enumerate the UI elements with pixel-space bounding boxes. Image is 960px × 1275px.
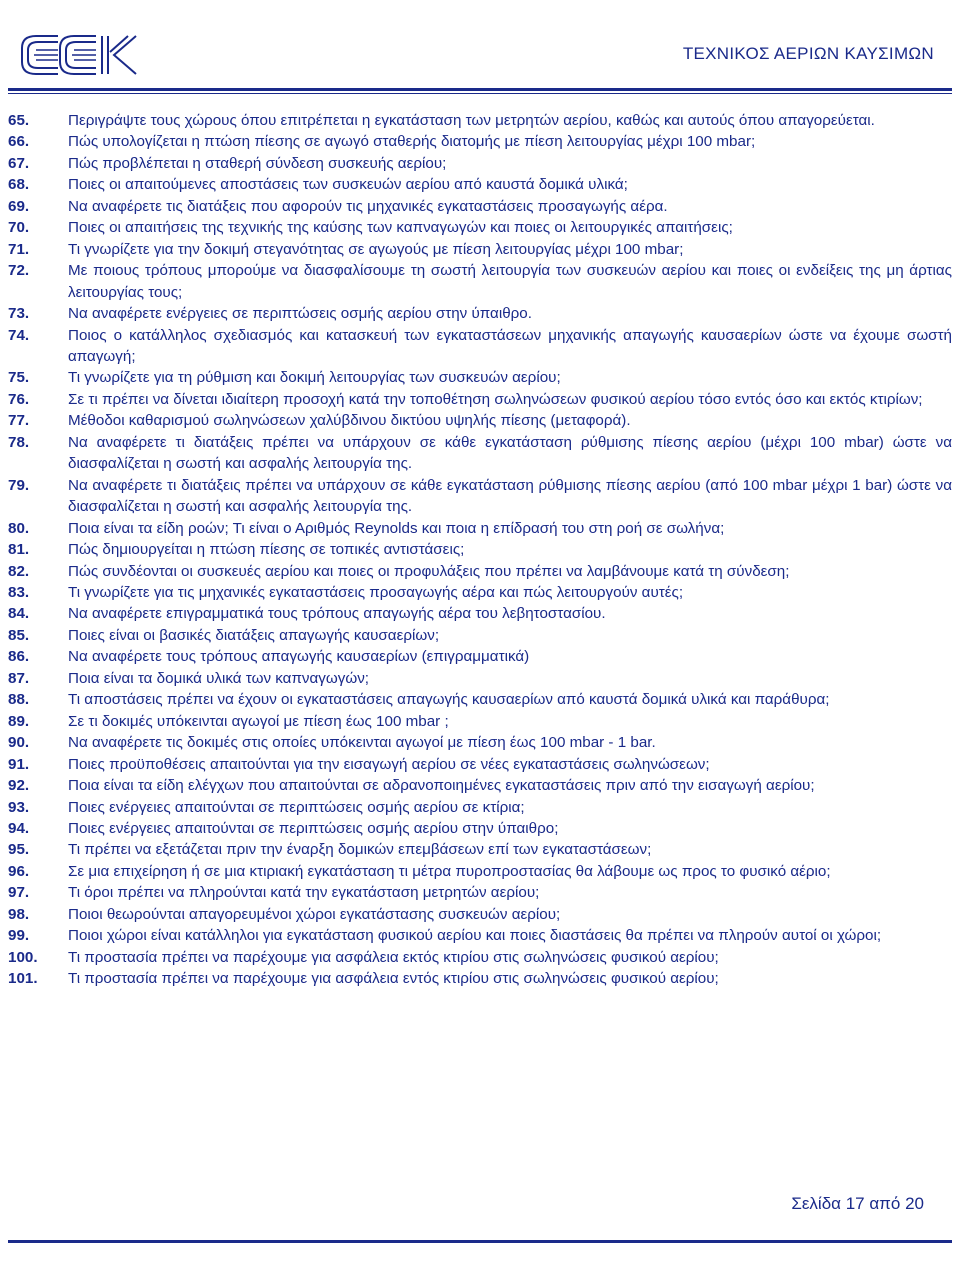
question-item	[8, 882, 952, 903]
question-text: Να αναφέρετε επιγραμματικά τους τρόπους απαγωγής αέρα του λεβητοστασίου.	[68, 605, 606, 623]
question-item	[8, 303, 952, 324]
question-number: 89.	[8, 712, 30, 730]
page-number: Σελίδα 17 από 20	[791, 1194, 924, 1213]
question-number: 80.	[8, 519, 30, 537]
question-text: Σε μια επιχείρηση ή σε μια κτιριακή εγκατάσταση τι μέτρα πυροπροστασίας θα λάβουμε ως προς το φυσικό αέριο;	[68, 862, 831, 880]
question-item	[8, 432, 952, 475]
question-text: Σε τι πρέπει να δίνεται ιδιαίτερη προσοχή κατά την τοποθέτηση σωληνώσεων φυσικού αερίου τόσο εντός όσο και εκτός κτιρίων;	[68, 390, 923, 408]
question-list	[8, 110, 952, 990]
question-item	[8, 131, 952, 152]
header-divider	[8, 88, 952, 91]
question-item	[8, 947, 952, 968]
question-item	[8, 711, 952, 732]
question-item	[8, 260, 952, 303]
question-number: 91.	[8, 755, 30, 773]
question-number: 71.	[8, 240, 30, 258]
question-text: Ποιοι χώροι είναι κατάλληλοι για εγκατάσταση φυσικού αερίου και ποιες διαστάσεις θα πρέπει να πληρούν αυτοί οι χώροι;	[68, 927, 882, 945]
footer-divider	[8, 1240, 952, 1243]
question-item	[8, 689, 952, 710]
question-text: Τι γνωρίζετε για τις μηχανικές εγκαταστάσεις προσαγωγής αέρα και πώς λειτουργούν αυτές;	[68, 583, 684, 601]
question-number: 79.	[8, 476, 30, 494]
question-text: Τι προστασία πρέπει να παρέχουμε για ασφάλεια εντός κτιρίου στις σωληνώσεις φυσικού αερίου;	[68, 970, 719, 988]
question-number: 69.	[8, 197, 30, 215]
question-text: Ποιες οι απαιτούμενες αποστάσεις των συσκευών αερίου από καυστά δομικά υλικά;	[68, 176, 628, 194]
question-item	[8, 561, 952, 582]
question-text: Ποιες είναι οι βασικές διατάξεις απαγωγής καυσαερίων;	[68, 626, 440, 644]
question-text: Με ποιους τρόπους μπορούμε να διασφαλίσουμε τη σωστή λειτουργία των συσκευών αερίου και ποιες οι ενδείξεις της μη άρτιας λειτουργίας τους;	[68, 262, 952, 301]
question-text: Να αναφέρετε τις διατάξεις που αφορούν τις μηχανικές εγκαταστάσεις προσαγωγής αέρα.	[68, 197, 668, 215]
question-number: 74.	[8, 326, 30, 344]
question-item	[8, 475, 952, 518]
question-number: 70.	[8, 219, 30, 237]
question-text: Τι όροι πρέπει να πληρούνται κατά την εγκατάσταση μετρητών αερίου;	[68, 884, 540, 902]
sek-logo-icon	[18, 30, 143, 80]
question-item	[8, 754, 952, 775]
page-header	[0, 0, 960, 112]
question-number: 65.	[8, 112, 30, 129]
question-number: 67.	[8, 154, 30, 172]
question-item	[8, 518, 952, 539]
question-item	[8, 153, 952, 174]
question-item	[8, 904, 952, 925]
question-text: Να αναφέρετε τι διατάξεις πρέπει να υπάρχουν σε κάθε εγκατάσταση ρύθμισης πίεσης αερίου (μέχρι 100 mbar) ώστε να διασφαλίζεται η σωστή και ασφαλής λειτουργία της.	[68, 433, 952, 473]
question-number: 99.	[8, 927, 30, 945]
question-number: 78.	[8, 433, 30, 451]
question-number: 88.	[8, 691, 30, 709]
question-item	[8, 367, 952, 388]
question-text: Τι γνωρίζετε για τη ρύθμιση και δοκιμή λειτουργίας των συσκευών αερίου;	[68, 369, 561, 387]
question-number: 76.	[8, 390, 30, 408]
question-item	[8, 968, 952, 989]
question-text: Να αναφέρετε τι διατάξεις πρέπει να υπάρχουν σε κάθε εγκατάσταση ρύθμισης πίεσης αερίου (από 100 mbar μέχρι 1 bar) ώστε να διασφαλίζεται η σωστή και ασφαλής λειτουργία της.	[68, 476, 952, 516]
question-text: Μέθοδοι καθαρισμού σωληνώσεων χαλύβδινου δικτύου υψηλής πίεσης (μεταφορά).	[68, 412, 631, 430]
question-item	[8, 775, 952, 796]
question-text: Ποιες ενέργειες απαιτούνται σε περιπτώσεις οσμής αερίου σε κτίρια;	[68, 798, 525, 816]
question-item	[8, 174, 952, 195]
question-text: Ποια είναι τα είδη ροών; Τι είναι ο Αριθμός Reynolds και ποια η επίδρασή του στη ροή σε σωλήνα;	[68, 519, 725, 537]
question-number: 66.	[8, 133, 30, 151]
question-item	[8, 732, 952, 753]
question-item	[8, 861, 952, 882]
question-item	[8, 539, 952, 560]
question-item	[8, 410, 952, 431]
question-number: 73.	[8, 305, 30, 323]
question-text: Ποια είναι τα δομικά υλικά των καπναγωγών;	[68, 669, 370, 687]
question-number: 101.	[8, 970, 38, 988]
question-text: Ποιες ενέργειες απαιτούνται σε περιπτώσεις οσμής αερίου στην ύπαιθρο;	[68, 819, 559, 837]
question-number: 94.	[8, 819, 30, 837]
question-text: Σε τι δοκιμές υπόκεινται αγωγοί με πίεση έως 100 mbar ;	[68, 712, 449, 730]
question-item	[8, 389, 952, 410]
sek-logo	[18, 30, 143, 80]
question-number: 85.	[8, 626, 30, 644]
question-text: Ποιος ο κατάλληλος σχεδιασμός και κατασκευή των εγκαταστάσεων μηχανικής απαγωγής καυσαερίων ώστε να έχουμε σωστή απαγωγή;	[68, 326, 952, 365]
question-number: 93.	[8, 798, 30, 816]
question-item	[8, 925, 952, 946]
question-text: Πώς συνδέονται οι συσκευές αερίου και ποιες οι προφυλάξεις που πρέπει να λαμβάνουμε κατά τη σύνδεση;	[68, 562, 790, 580]
question-item	[8, 239, 952, 260]
question-item	[8, 818, 952, 839]
question-text: Τι προστασία πρέπει να παρέχουμε για ασφάλεια εκτός κτιρίου στις σωληνώσεις φυσικού αερίου;	[68, 948, 719, 966]
question-number: 100.	[8, 948, 38, 966]
question-text: Πώς υπολογίζεται η πτώση πίεσης σε αγωγό σταθερής διατομής με πίεση λειτουργίας μέχρι 100 mbar;	[68, 133, 756, 151]
header-divider-thin	[8, 93, 952, 94]
question-item	[8, 217, 952, 238]
question-item	[8, 839, 952, 860]
question-number: 92.	[8, 777, 30, 795]
question-item	[8, 582, 952, 603]
question-text: Να αναφέρετε τους τρόπους απαγωγής καυσαερίων (επιγραμματικά)	[68, 648, 530, 666]
question-item	[8, 668, 952, 689]
question-item	[8, 797, 952, 818]
question-item	[8, 110, 952, 131]
question-text: Τι γνωρίζετε για την δοκιμή στεγανότητας σε αγωγούς με πίεση λειτουργίας μέχρι 100 mbar;	[68, 240, 684, 258]
question-item	[8, 325, 952, 368]
question-text: Να αναφέρετε ενέργειες σε περιπτώσεις οσμής αερίου στην ύπαιθρο.	[68, 305, 532, 323]
question-number: 68.	[8, 176, 30, 194]
question-number: 98.	[8, 905, 30, 923]
question-item	[8, 646, 952, 667]
question-text: Ποιες οι απαιτήσεις της τεχνικής της καύσης των καπναγωγών και ποιες οι λειτουργικές απαιτήσεις;	[68, 219, 733, 237]
question-number: 81.	[8, 541, 30, 559]
question-item	[8, 625, 952, 646]
question-text: Ποια είναι τα είδη ελέγχων που απαιτούνται σε αδρανοποιημένες εγκαταστάσεις πριν από την εισαγωγή αερίου;	[68, 777, 815, 795]
question-text: Ποιοι θεωρούνται απαγορευμένοι χώροι εγκατάστασης συσκευών αερίου;	[68, 905, 561, 923]
question-number: 96.	[8, 862, 30, 880]
question-text: Τι αποστάσεις πρέπει να έχουν οι εγκαταστάσεις απαγωγής καυσαερίων από καυστά δομικά υλικά και παράθυρα;	[68, 691, 830, 709]
question-number: 95.	[8, 841, 30, 859]
document-title: ΤΕΧΝΙΚΟΣ ΑΕΡΙΩΝ ΚΑΥΣΙΜΩΝ	[682, 44, 934, 63]
question-number: 75.	[8, 369, 30, 387]
question-text: Να αναφέρετε τις δοκιμές στις οποίες υπόκεινται αγωγοί με πίεση έως 100 mbar - 1 bar.	[68, 734, 656, 752]
question-number: 82.	[8, 562, 30, 580]
question-text: Ποιες προϋποθέσεις απαιτούνται για την εισαγωγή αερίου σε νέες εγκαταστάσεις σωληνώσεων;	[68, 755, 710, 773]
question-text: Περιγράψτε τους χώρους όπου επιτρέπεται η εγκατάσταση των μετρητών αερίου, καθώς και αυτούς όπου απαγορεύεται.	[68, 112, 875, 129]
question-item	[8, 603, 952, 624]
question-number: 83.	[8, 583, 30, 601]
question-number: 90.	[8, 734, 30, 752]
question-text: Πώς προβλέπεται η σταθερή σύνδεση συσκευής αερίου;	[68, 154, 447, 172]
question-number: 86.	[8, 648, 30, 666]
question-text: Τι πρέπει να εξετάζεται πριν την έναρξη δομικών επεμβάσεων επί των εγκαταστάσεων;	[68, 841, 652, 859]
question-item	[8, 196, 952, 217]
question-number: 87.	[8, 669, 30, 687]
question-number: 72.	[8, 262, 30, 280]
question-number: 84.	[8, 605, 30, 623]
question-text: Πώς δημιουργείται η πτώση πίεσης σε τοπικές αντιστάσεις;	[68, 541, 465, 559]
question-number: 97.	[8, 884, 30, 902]
question-number: 77.	[8, 412, 30, 430]
